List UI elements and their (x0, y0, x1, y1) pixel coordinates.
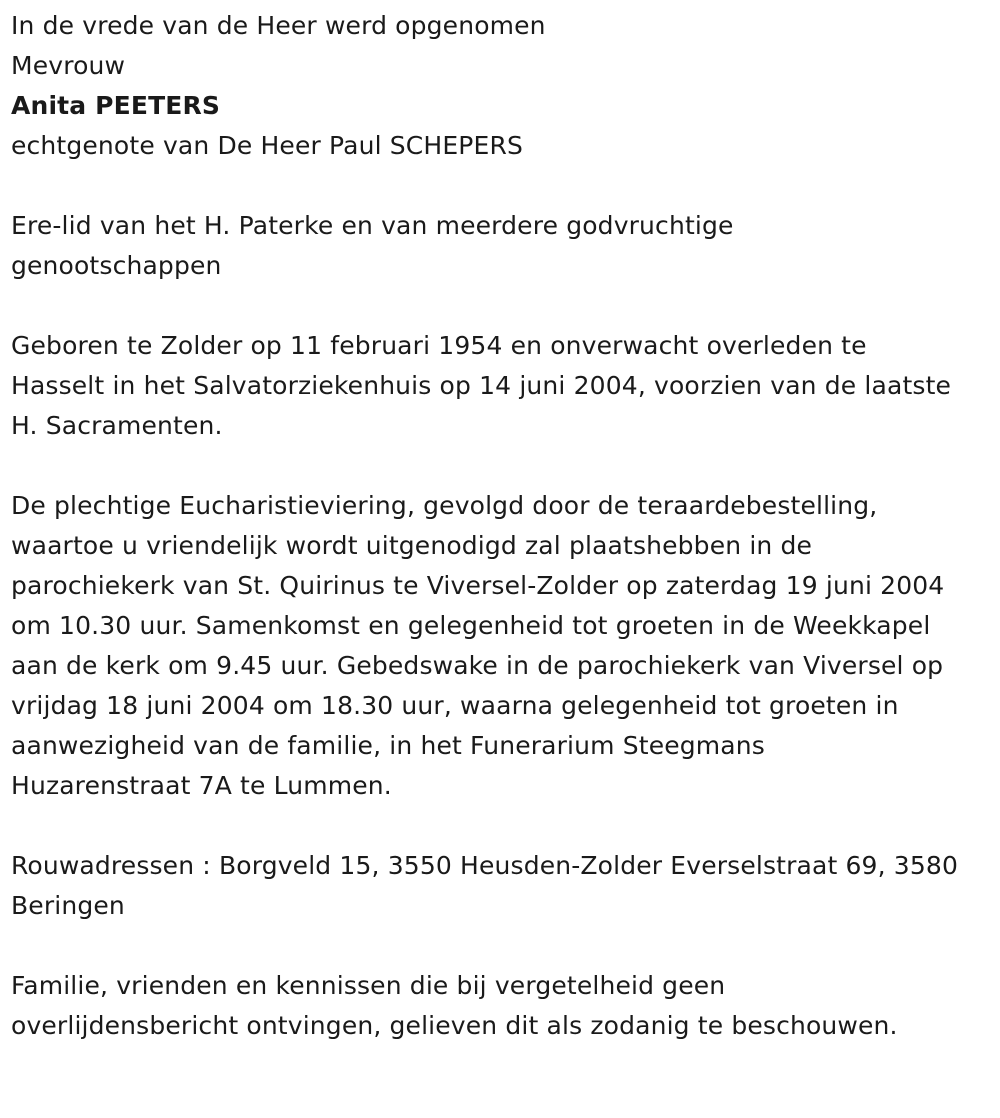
birth-death-paragraph: Geboren te Zolder op 11 februari 1954 en onverwacht overleden te Hasselt in het Salvatorziekenhuis op 14 juni 2004, voorzien van de laatste H. Sacramenten. (11, 331, 952, 440)
spacer (11, 446, 993, 486)
spacer (11, 806, 993, 846)
salutation: Mevrouw (11, 51, 126, 80)
spacer (11, 166, 993, 206)
intro-line: In de vrede van de Heer werd opgenomen (11, 11, 546, 40)
closing-paragraph: Familie, vrienden en kennissen die bij vergetelheid geen overlijdensbericht ontvingen, gelieven dit als zodanig te beschouwen. (11, 971, 898, 1040)
mourning-addresses: Rouwadressen : Borgveld 15, 3550 Heusden-Zolder Everselstraat 69, 3580 Beringen (11, 851, 959, 920)
obituary-notice (11, 6, 993, 1046)
deceased-name: Anita PEETERS (11, 91, 221, 120)
membership-paragraph: Ere-lid van het H. Paterke en van meerdere godvruchtige genootschappen (11, 211, 734, 280)
spouse-line: echtgenote van De Heer Paul SCHEPERS (11, 131, 524, 160)
ceremony-paragraph: De plechtige Eucharistieviering, gevolgd door de teraardebestelling, waartoe u vriendelijk wordt uitgenodigd zal plaatshebben in de parochiekerk van St. Quirinus te Viversel-Zolder op zaterdag 19 juni 2004 om 10.30 uur. Samenkomst en gelegenheid tot groeten in de Weekkapel aan de kerk om 9.45 uur. Gebedswake in de parochiekerk van Viversel op vrijdag 18 juni 2004 om 18.30 uur, waarna gelegenheid tot groeten in aanwezigheid van de familie, in het Funerarium Steegmans Huzarenstraat 7A te Lummen. (11, 491, 945, 800)
spacer (11, 286, 993, 326)
spacer (11, 926, 993, 966)
